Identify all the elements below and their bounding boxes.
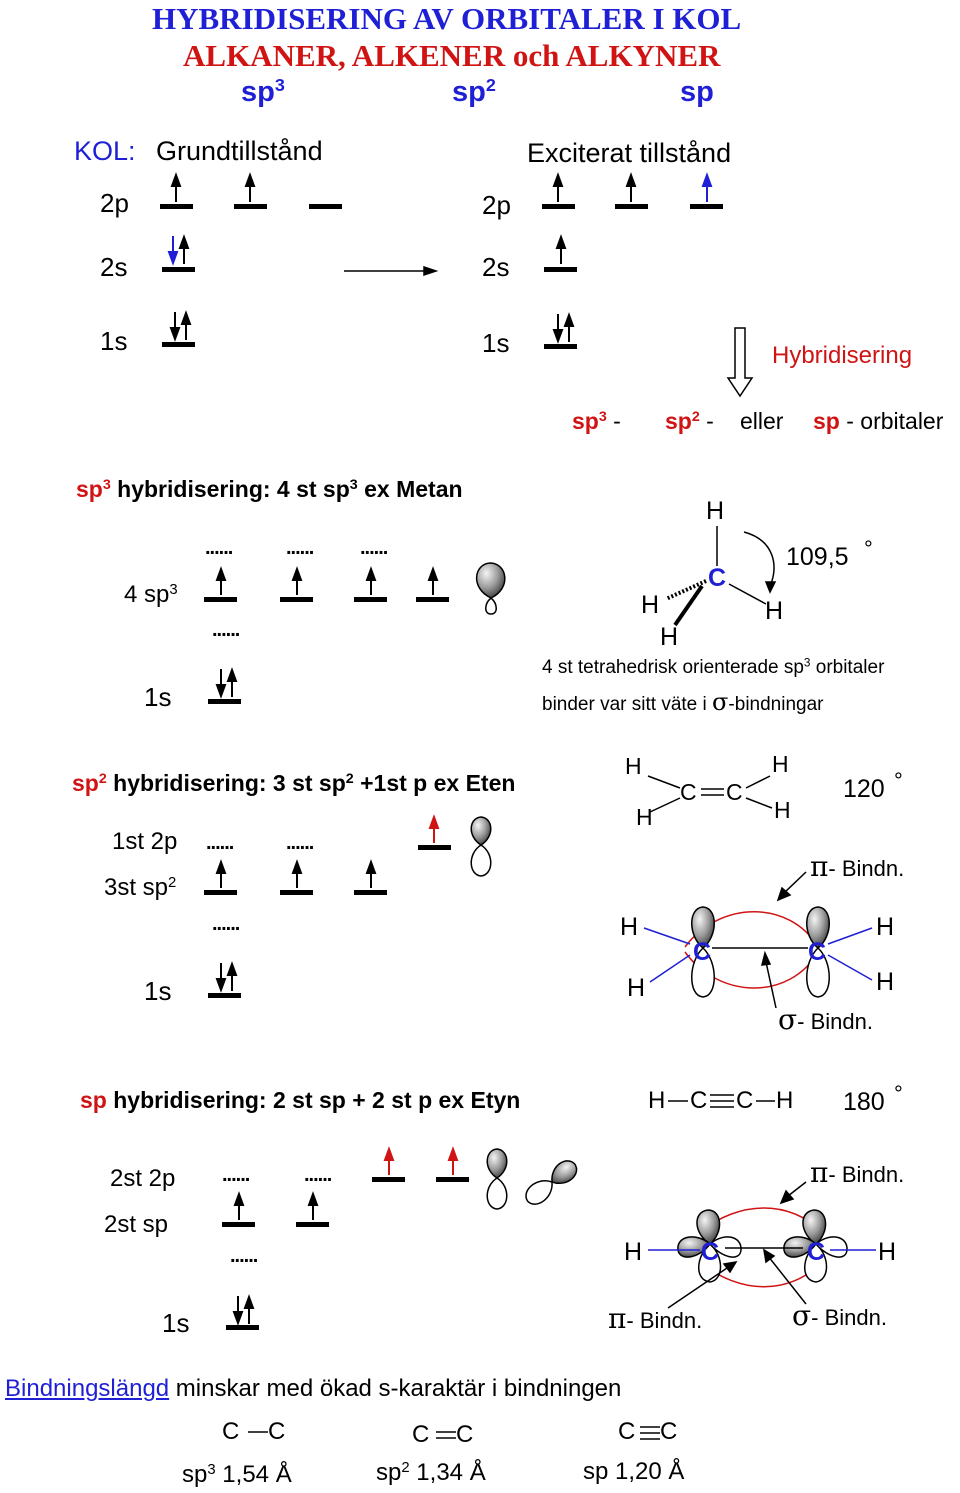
sp-row-1: 2st 2p (110, 1165, 176, 1192)
tetrahedral-angle: 109,5 (786, 543, 849, 571)
sp-heading: sp hybridisering: 2 st sp + 2 st p ex Etyn (80, 1087, 521, 1113)
sp3-1s-label: 1s (144, 682, 172, 712)
degree-sign: ° (894, 768, 903, 793)
level-1s-excited: 1s (482, 328, 510, 358)
ethene-c: C (726, 779, 743, 805)
orbitals-line-sp2: $sp^2$ - (665, 408, 714, 434)
electron-dots: ...... (286, 537, 314, 559)
sp-1s-label: 1s (162, 1308, 190, 1338)
bond-length-sp: sp 1,20 Å (583, 1458, 685, 1485)
methane-h-right: H (765, 597, 784, 625)
ethene-h: H (774, 797, 791, 823)
ethene-orb-h: H (876, 968, 895, 996)
electron-dots: ...... (304, 1164, 332, 1186)
orbitals-eller: eller (740, 408, 784, 434)
ethene-h: H (636, 804, 653, 830)
electron-dots: ...... (205, 537, 233, 559)
electron-dots: ...... (230, 1245, 258, 1267)
title-sp2: $sp^2$ (452, 75, 496, 108)
methane-h-left: H (641, 591, 660, 619)
level-2s-ground: 2s (100, 252, 128, 282)
title-line-1: HYBRIDISERING AV ORBITALER I KOL (152, 1, 742, 36)
sp2-row-1: 1st 2p (112, 828, 178, 855)
ethene-orb-c: C (693, 938, 712, 966)
ethene-orb-c: C (808, 938, 827, 966)
electron-dots: ...... (212, 619, 240, 641)
ground-state-label: Grundtillstånd (156, 136, 323, 166)
level-2s-excited: 2s (482, 252, 510, 282)
level-2p-excited: 2p (482, 190, 511, 220)
excited-state-label: Exciterat tillstånd (527, 138, 732, 168)
bond-triple-c1: C (618, 1418, 636, 1445)
methane-h-bottom: H (660, 623, 679, 651)
bond-double-c1: C (412, 1421, 430, 1448)
bond-double-c2: C (456, 1421, 474, 1448)
methane-h-top: H (706, 497, 725, 525)
sp2-pi-label: π- Bindn. (810, 850, 905, 883)
bond-length-sp2: $sp^2$ 1,34 Å (376, 1459, 486, 1486)
level-2p-ground: 2p (100, 188, 129, 218)
ethene-orb-h: H (627, 974, 646, 1002)
sp2-sigma-label: σ- Bindn. (778, 1003, 873, 1036)
ethene-c: C (680, 779, 697, 805)
ethyne-orb-c: C (807, 1238, 826, 1266)
ethene-h: H (772, 751, 789, 777)
sp3-row-label: 4 $sp^3$ (124, 581, 178, 608)
title-line-2: ALKANER, ALKENER och ALKYNER (183, 38, 721, 73)
ethyne-orb-h: H (878, 1238, 897, 1266)
ethyne-h: H (648, 1087, 666, 1114)
level-1s-ground: 1s (100, 326, 128, 356)
electron-dots: ...... (222, 1164, 250, 1186)
electron-dots: ...... (206, 832, 234, 854)
ethyne-h: H (776, 1087, 794, 1114)
sp3-heading: $sp^3$ hybridisering: 4 st $sp^3$ ex Metan (76, 476, 463, 502)
bond-length-heading: Bindningslängd minskar med ökad s-karaktär i bindningen (5, 1375, 622, 1402)
bond-single-c2: C (268, 1418, 286, 1445)
title-sp: sp (680, 76, 714, 108)
ethene-h: H (625, 753, 642, 779)
sp-row-2: 2st sp (104, 1211, 169, 1238)
methane-c: C (708, 564, 727, 592)
sp2-row-2: 3st $sp^2$ (104, 874, 177, 901)
sp2-1s-label: 1s (144, 976, 172, 1006)
orbitals-line: $sp^3$ - (572, 408, 621, 434)
electron-dots: ...... (286, 832, 314, 854)
sp2-heading: $sp^2$ hybridisering: 3 st $sp^2 +1st$ p ex Eten (72, 770, 516, 796)
bond-length-sp3: $sp^3$ 1,54 Å (182, 1461, 292, 1488)
ethyne-c: C (690, 1087, 708, 1114)
sp3-description-1: 4 st tetrahedrisk orienterade $sp^3$ orbitaler (542, 656, 885, 678)
linear-angle: 180 (843, 1088, 885, 1116)
orbitals-sp: sp - orbitaler (813, 408, 944, 434)
electron-dots: ...... (360, 537, 388, 559)
bond-length-link[interactable]: Bindningslängd (5, 1375, 170, 1402)
ethyne-c: C (736, 1087, 754, 1114)
sp3-description-2: binder var sitt väte i σ-bindningar (542, 688, 824, 716)
title-sp3: $sp^3$ (241, 75, 285, 108)
ethene-orb-h: H (876, 913, 895, 941)
ethyne-orb-c: C (701, 1238, 720, 1266)
kol-label: KOL: (74, 136, 136, 166)
electron-dots: ...... (212, 913, 240, 935)
sp-pi-label-bottom: π- Bindn. (608, 1302, 703, 1335)
hybridisering-label: Hybridisering (772, 342, 913, 369)
bond-single-c1: C (222, 1418, 240, 1445)
bond-triple-c2: C (660, 1418, 678, 1445)
degree-sign: ° (894, 1081, 903, 1106)
ethyne-orb-h: H (624, 1238, 643, 1266)
sp-sigma-label: σ- Bindn. (792, 1299, 887, 1332)
ethene-orb-h: H (620, 913, 639, 941)
degree-sign: ° (864, 536, 873, 561)
sp-pi-label-top: π- Bindn. (810, 1156, 905, 1189)
trigonal-angle: 120 (843, 775, 885, 803)
